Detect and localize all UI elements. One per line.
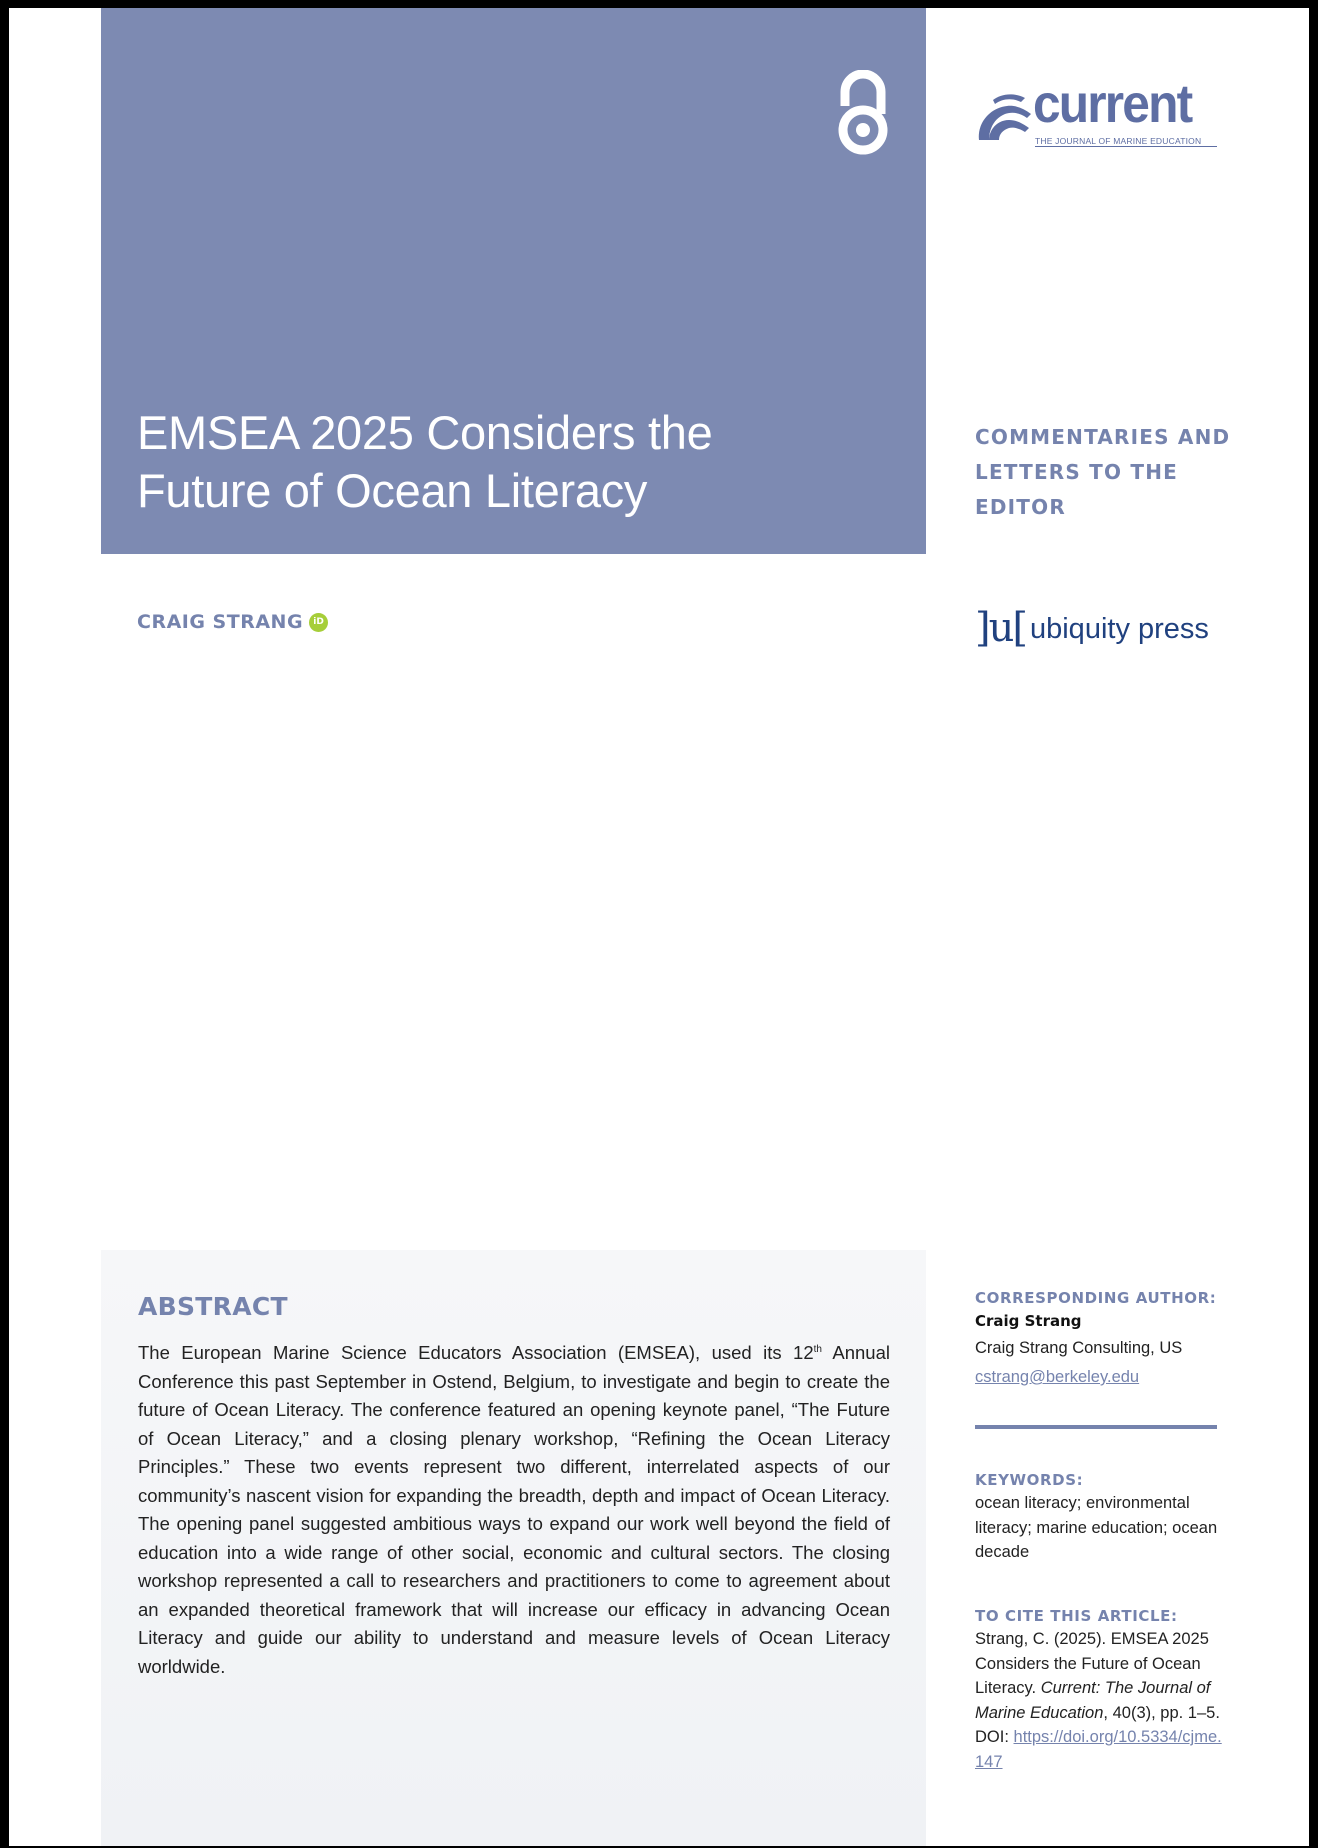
abstract-body: The European Marine Science Educators Association (EMSEA), used its 12th Annual Conference this past September in Ostend, Belgium, to investigate and begin to create the future of Ocean Literacy. The conference featured an opening keynote panel, “The Future of Ocean Literacy,” and a closing plenary workshop, “Refining the Ocean Literacy Principles.” These two events represent two different, interrelated aspects of our community’s nascent vision for expanding the breadth, depth and impact of Ocean Literacy. The opening panel suggested ambitious ways to expand our work well beyond the field of education into a wide range of other social, economic and cultural sectors. The closing workshop represented a call to researchers and practitioners to come to agreement about an expanded theoretical framework that will increase our efficacy in advancing Ocean Literacy and guide our ability to understand and measure levels of Ocean Literacy worldwide.	[138, 1342, 890, 1677]
email-link[interactable]: cstrang@berkeley.edu	[975, 1368, 1140, 1386]
affiliation: Craig Strang Consulting, US	[975, 1339, 1183, 1357]
abstract-section	[101, 1250, 926, 1846]
corresponding-author-block: CORRESPONDING AUTHOR: Craig Strang Craig Strang Consulting, US cstrang@berkeley.edu	[975, 1287, 1223, 1391]
publisher-logo: ]u[ ubiquity press	[975, 605, 1209, 651]
citation-block: TO CITE THIS ARTICLE: Strang, C. (2025). EMSEA 2025 Considers the Future of Ocean Literacy. Current: The Journal of Marine Education, 40(3), pp. 1–5. DOI: https://doi.org/10.5334/cjme.147	[975, 1605, 1223, 1774]
author-name[interactable]: CRAIG STRANG	[137, 611, 304, 633]
corresponding-author-name: Craig Strang	[975, 1312, 1082, 1330]
author-byline	[137, 611, 328, 633]
keywords-block: KEYWORDS: ocean literacy; environmental literacy; marine education; ocean decade	[975, 1469, 1223, 1565]
article-title: EMSEA 2025 Considers the Future of Ocean Literacy	[137, 406, 713, 517]
keywords-list: ocean literacy; environmental literacy; marine education; ocean decade	[975, 1494, 1218, 1561]
article-first-page	[9, 8, 1309, 1846]
ubiquity-mark-icon: ]u[	[975, 605, 1026, 651]
abstract-heading: ABSTRACT	[138, 1292, 288, 1321]
journal-logo: current THE JOURNAL OF MARINE EDUCATION	[975, 80, 1225, 148]
orcid-icon[interactable]: iD	[309, 613, 328, 632]
article-section-type: COMMENTARIES AND LETTERS TO THE EDITOR	[975, 425, 1231, 519]
title-banner	[101, 8, 926, 554]
wave-logo-icon	[975, 90, 1033, 142]
doi-link[interactable]: https://doi.org/10.5334/cjme.147	[975, 1728, 1222, 1771]
citation-text: Strang, C. (2025). EMSEA 2025 Considers the Future of Ocean Literacy. Current: The Journal of Marine Education, 40(3), pp. 1–5. DOI: https://doi.org/10.5334/cjme.147	[975, 1630, 1222, 1771]
open-access-lock-icon	[835, 70, 891, 156]
sidebar-divider	[975, 1425, 1217, 1429]
